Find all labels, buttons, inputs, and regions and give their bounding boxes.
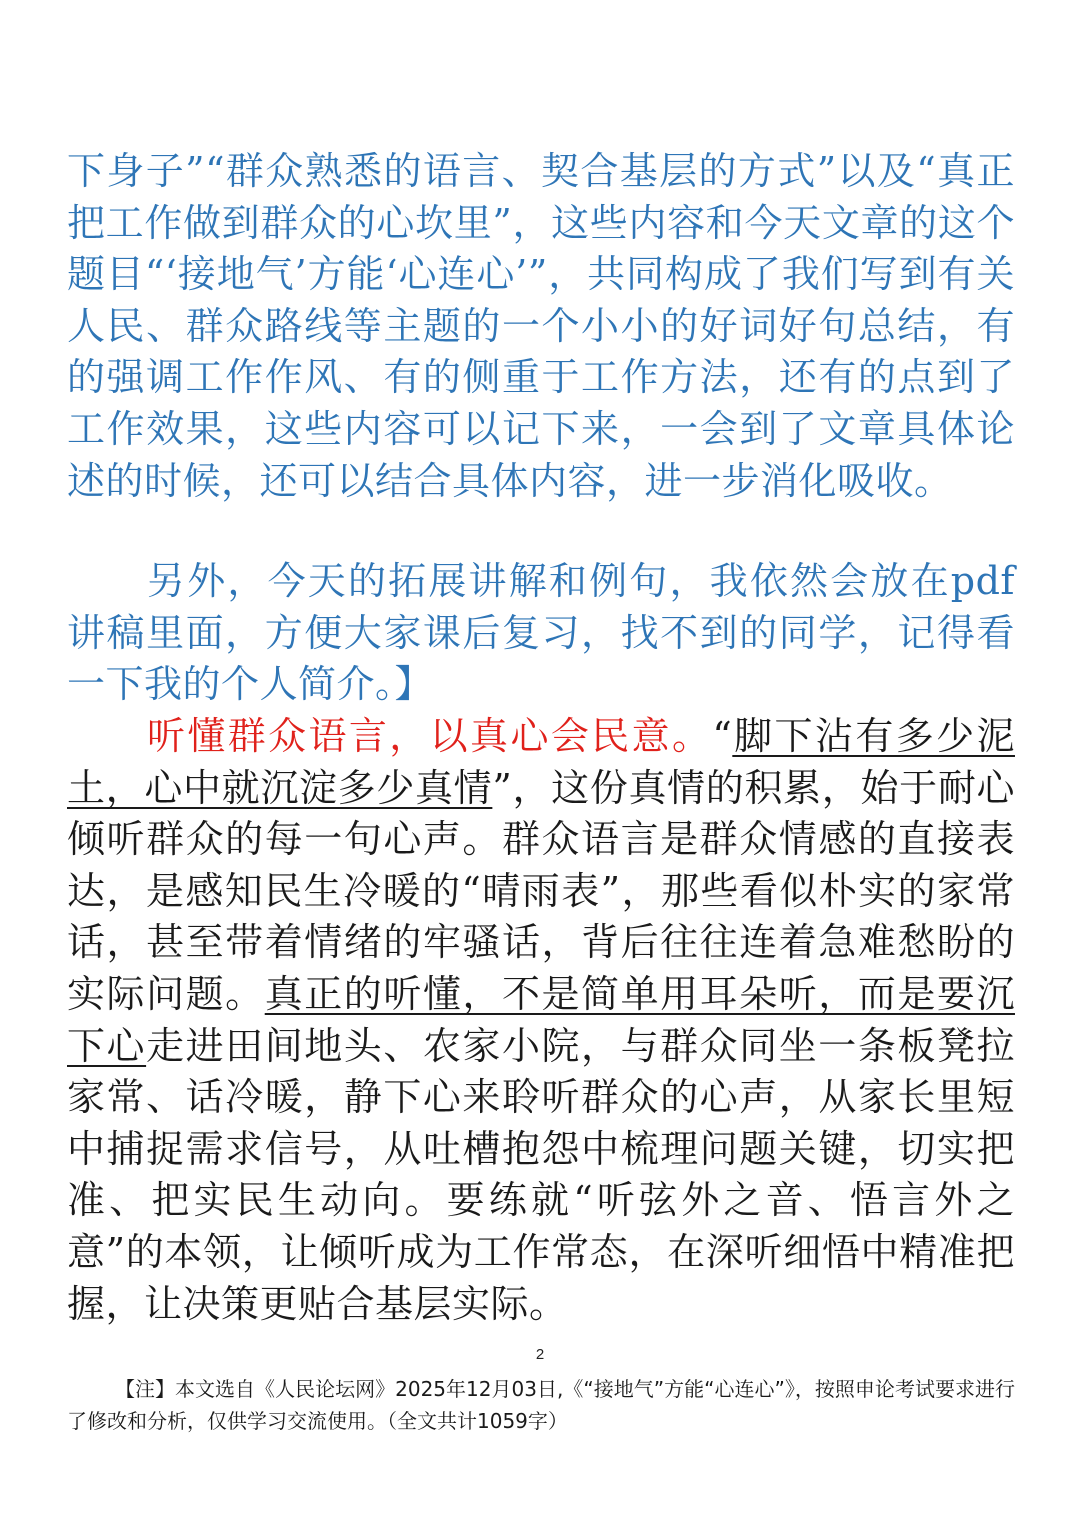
body-paragraph	[67, 711, 1015, 1330]
quote-open: “	[712, 714, 733, 758]
quote-close: ”	[492, 765, 513, 810]
commentary-text: 另外，今天的拓展讲解和例句，我依然会放在pdf讲稿里面，方便大家课后复习，找不到的同学，记得看一下我的个人简介。】	[67, 559, 1015, 707]
commentary-text: 下身子”“群众熟悉的语言、契合基层的方式”以及“真正把工作做到群众的心坎里”，这些内容和今天文章的这个题目“‘接地气’方能‘心连心’”，共同构成了我们写到有关人民、群众路线等主题的一个小小的好词好句总结，有的强调工作作风、有的侧重于工作方法，还有的点到了工作效果，这些内容可以记下来，一会到了文章具体论述的时候，还可以结合具体内容，进一步消化吸收。	[67, 149, 1015, 503]
commentary-paragraph-continued	[67, 146, 1015, 507]
body-text: 走进田间地头、农家小院，与群众同坐一条板凳拉家常、话冷暖，静下心来聆听群众的心声，从家长里短中捕捉需求信号，从吐槽抱怨中梳理问题关键，切实把准、把实民生动向。要练就“听弦外之音、悟言外之意”的本领，让倾听成为工作常态，在深听细悟中精准把握，让决策更贴合基层实际。	[67, 1023, 1015, 1326]
body-text: ，这份真情的积累，始于耐心倾听群众的每一句心声。群众语言是群众情感的直接表达，是感知民生冷暖的“晴雨表”，那些看似朴实的家常话，甚至带着情绪的牢骚话，背后往往连着急难愁盼的实际问题。	[67, 765, 1015, 1016]
footnote	[67, 1373, 1015, 1437]
commentary-paragraph-pdf-note	[67, 556, 1015, 711]
page-number: 2	[535, 1346, 545, 1363]
underlined-quote: 脚下沾有多少泥土，心中就沉淀多少真情	[67, 714, 1015, 810]
section-heading: 听懂群众语言，以真心会民意。	[147, 714, 713, 758]
footnote-text: 【注】本文选自《人民论坛网》2025年12月03日,《“接地气”方能“心连心”》，按照申论考试要求进行了修改和分析，仅供学习交流使用。（全文共计1059字）	[67, 1377, 1015, 1433]
underlined-sentence: 真正的听懂，不是简单用耳朵听，而是要沉下心	[67, 971, 1015, 1068]
